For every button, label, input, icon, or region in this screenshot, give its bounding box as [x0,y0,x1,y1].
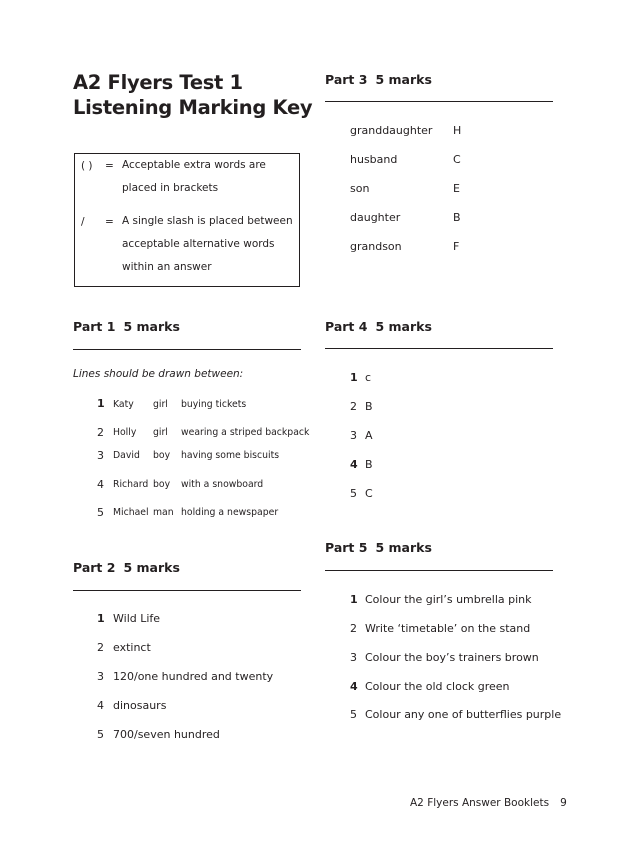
divider [325,101,553,102]
title-line-1: A2 Flyers Test 1 [73,71,243,94]
part-label: Part 4 [325,319,368,334]
part-1-instruction: Lines should be drawn between: [73,368,244,380]
part-marks: 5 marks [375,72,432,87]
part-5-heading [325,540,432,555]
key-symbol: / [81,216,85,228]
part-marks: 5 marks [123,319,180,334]
part-marks: 5 marks [375,319,432,334]
key-description: Acceptable extra words are placed in brackets [122,159,266,194]
divider [73,590,301,591]
key-symbol: ( ) [81,160,93,172]
part-2-heading [73,560,180,575]
part-label: Part 3 [325,72,368,87]
page-footer [410,797,567,809]
page-number: 9 [560,797,567,809]
part-marks: 5 marks [375,540,432,555]
key-equals: = [105,216,114,228]
part-marks: 5 marks [123,560,180,575]
notation-key-box [74,153,300,287]
page-title [73,70,312,120]
key-description: A single slash is placed between acceptable alternative words within an answer [122,215,293,273]
part-label: Part 5 [325,540,368,555]
title-line-2: Listening Marking Key [73,96,313,119]
key-equals: = [105,160,114,172]
divider [325,570,553,571]
part-4-heading [325,319,432,334]
part-3-heading [325,72,432,87]
part-label: Part 1 [73,319,116,334]
part-1-heading [73,319,180,334]
divider [73,349,301,350]
footer-text: A2 Flyers Answer Booklets [410,797,550,809]
divider [325,348,553,349]
part-label: Part 2 [73,560,116,575]
